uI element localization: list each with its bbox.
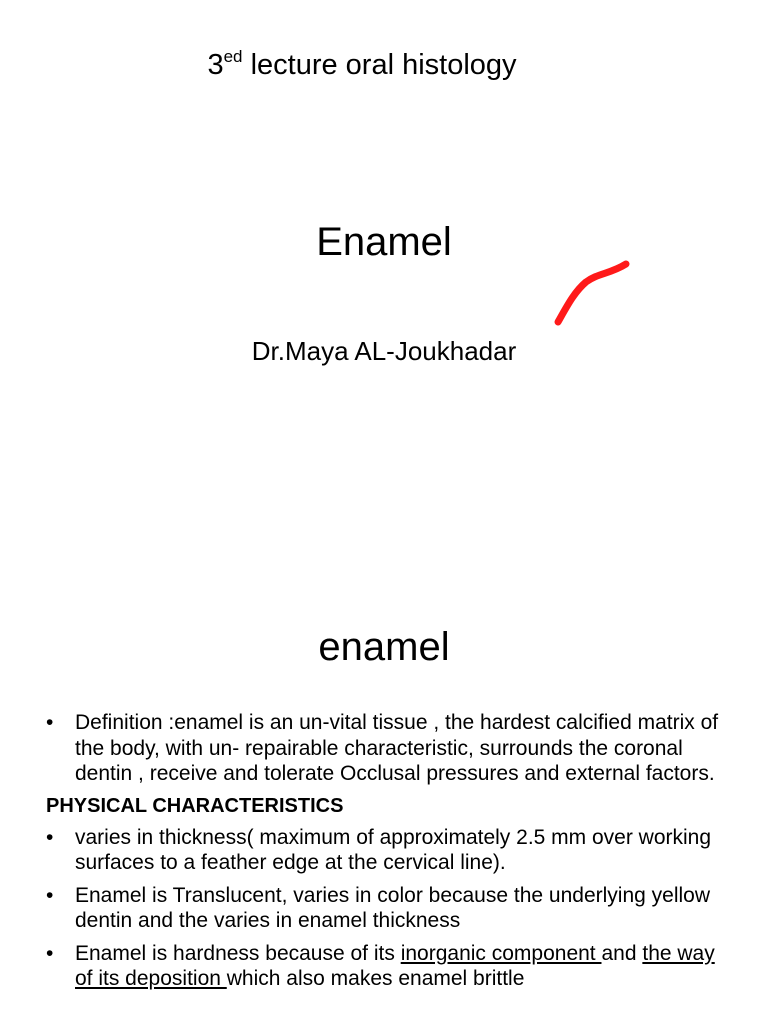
course-title-superscript: ed bbox=[223, 47, 243, 66]
bullet-icon: • bbox=[46, 883, 54, 907]
hardness-text-part: which also makes enamel brittle bbox=[226, 967, 525, 990]
bullet-icon: • bbox=[46, 941, 54, 965]
list-item bbox=[46, 883, 736, 934]
author-name: Dr.Maya AL-Joukhadar bbox=[251, 336, 517, 366]
underlined-phrase: the way of its deposition bbox=[75, 941, 715, 990]
slide-title: Enamel bbox=[316, 220, 452, 264]
bullet-icon: • bbox=[46, 711, 54, 734]
section-heading: PHYSICAL CHARACTERISTICS bbox=[46, 794, 344, 817]
list-item-text: Enamel is Translucent, varies in color because the underlying yellow dentin and the varies in enamel thickness bbox=[75, 883, 710, 932]
hardness-text-part: Enamel is hardness because of its bbox=[75, 941, 401, 965]
course-title bbox=[0, 48, 724, 82]
underlined-phrase: inorganic component bbox=[400, 941, 602, 965]
red-pen-annotation bbox=[548, 250, 638, 330]
course-title-number: 3 bbox=[207, 49, 224, 81]
definition-bullet bbox=[46, 710, 736, 787]
list-item-text: varies in thickness( maximum of approximately 2.5 mm over working surfaces to a feather edge at the cervical line). bbox=[75, 825, 712, 874]
bullet-icon: • bbox=[46, 825, 54, 849]
slide-body bbox=[46, 710, 736, 999]
slide-heading: enamel bbox=[318, 625, 450, 669]
list-item bbox=[46, 941, 736, 992]
list-item bbox=[46, 825, 736, 876]
definition-text: Definition :enamel is an un-vital tissue , the hardest calcified matrix of the body, with un- repairable characteristic, surrounds the coronal dentin , receive and tolerate Occlusal pressures and external factors. bbox=[75, 711, 719, 785]
hardness-text-part: and bbox=[601, 941, 643, 965]
content-slide bbox=[0, 570, 768, 1024]
course-title-text: lecture oral histology bbox=[242, 49, 517, 81]
